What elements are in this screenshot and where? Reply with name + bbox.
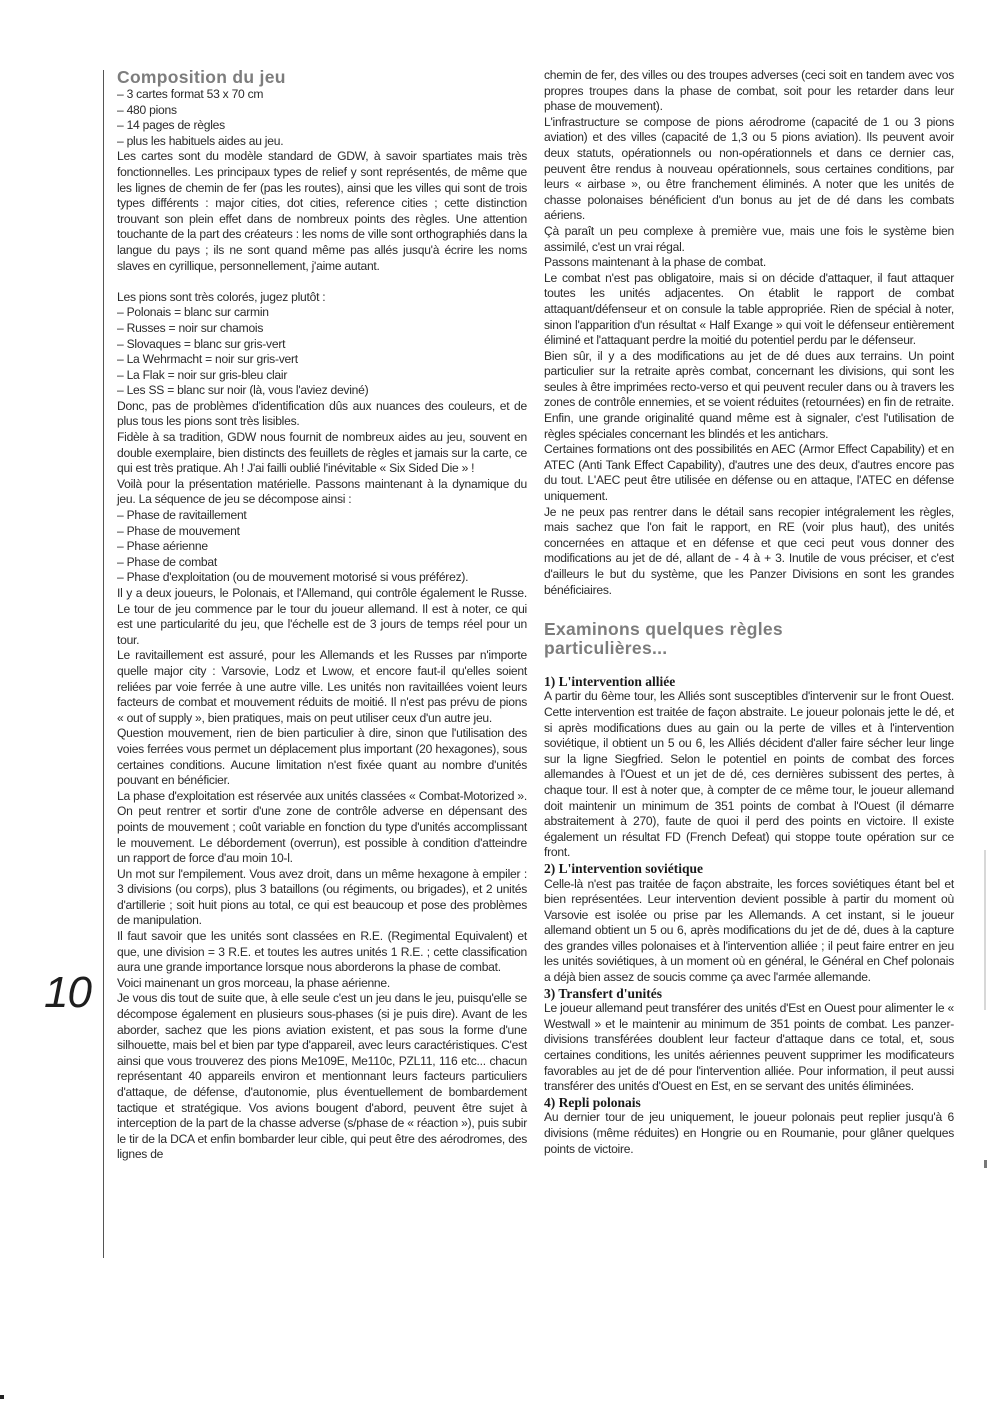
list-item: – Phase de ravitaillement	[117, 508, 247, 523]
list-item: – plus les habituels aides au jeu.	[117, 133, 284, 148]
scan-mark	[984, 850, 986, 1010]
paragraph: chemin de fer, des villes ou des troupes adverses (ceci soit en tandem avec vos propres troupes dans la phase de combat, soit pour les retarder dans leur phase de mouvement).	[544, 68, 954, 114]
list-item: – Phase d'exploitation (ou de mouvement motorisé si vous préférez).	[117, 570, 469, 585]
paragraph: A partir du 6ème tour, les Alliés sont susceptibles d'intervenir sur le front Ouest. Cette intervention est traitée de façon abstraite. Le joueur polonais jette le dé, et si après modifications dues au gain ou la perte de villes et à l'intervention soviétique, il obtient un 5 ou 6, les Alliés décident d'aller faire sécher leur linge sur la ligne Siegfried. Selon le potentiel en points de combat des forces allemandes à l'Ouest et un jet de dé, ces dernières subissent des pertes, à chaque tour. Il est à noter que, à compter de ce même tour, le joueur allemand doit maintenir un minimum de 351 points de combat à l'Ouest (il démarre abstraitement à 270), faute de quoi il perd des points en victoire. Il existe également un résultat FD (French Defeat) qui stoppe toute opération sur ce front.	[544, 689, 954, 860]
paragraph: Le ravitaillement est assuré, pour les Allemands et les Russes par n'importe quelle major city : Varsovie, Lodz et Lwow, et encore faut-il qu'elles soient reliées par voie ferrée à une autre ville. Les unités non ravitaillées voient leurs facteurs de combat et mouvement réduits de moitié. Il n'est pas prévu de pions « out of supply », bien pratiques, mais on peut utiliser ceux d'un autre jeu.	[117, 648, 527, 725]
paragraph: Le joueur allemand peut transférer des unités d'Est en Ouest pour alimenter le « Westwall » et le maintenir au minimum de 351 points de combat. Les panzer-divisions transférées doublent leur facteur d'attaque dans ce total, et, sous certaines conditions, les unités aériennes peuvent supprimer les modificateurs favorables au jet de dé pour l'intervention alliée. Pour information, il peut aussi transférer des unités d'Ouest en Est, en se servant des unités éliminées.	[544, 1001, 954, 1094]
paragraph: Il faut savoir que les unités sont classées en R.E. (Regimental Equivalent) et que, une division = 3 R.E. et toutes les autres unités 1 R.E. ; cette classification aura une grande importance lorsque nous aborderons la phase de combat.	[117, 929, 527, 975]
paragraph: Voici mainenant un gros morceau, la phase aérienne.	[117, 975, 390, 990]
list-item: – Phase de mouvement	[117, 523, 240, 538]
list-item: – 3 cartes format 53 x 70 cm	[117, 87, 264, 101]
paragraph: Voilà pour la présentation matérielle. Passons maintenant à la dynamique du jeu. La séquence de jeu se décompose ainsi :	[117, 476, 527, 507]
list-item: – Phase aérienne	[117, 539, 208, 554]
paragraph: Certaines formations ont des possibilités en AEC (Armor Effect Capability) et en ATEC (Anti Tank Effect Capability), d'autres une des deux, d'autres encore pas du tout. L'AEC peut être utilisée en défense ou en attaque, l'ATEC en défense uniquement.	[544, 442, 954, 504]
paragraph: Fidèle à sa tradition, GDW nous fournit de nombreux aides au jeu, souvent en double exemplaire, bien distincts des feuillets de règles et jamais sur la carte, ce qui est très pratique. Ah ! J'ai failli oublié l'inévitable « Six Sided Die » !	[117, 430, 527, 476]
paragraph: Bien sûr, il y a des modifications au jet de dé dues aux terrains. Un point particulier sur la retraite après combat, concernant les divisions, qui sont les seules à être imprimées recto-verso et qui peuvent reculer dans ou à travers les zones de contrôle ennemies, et se voient réduites (retournées) en fin de retraite. Enfin, une grande originalité quand même est à signaler, c'est l'utilisation de règles spéciales concernant les blindés et les antichars.	[544, 348, 954, 441]
scan-mark	[0, 1395, 4, 1399]
paragraph: Les cartes sont du modèle standard de GDW, à savoir spartiates mais très fonctionnelles. Les principaux types de relief y sont représentés, de même que les lignes de chemin de fer (pas les routes), ainsi que les villes qui sont de trois types différents : major cities, dot cities, reference cities ; cette distinction trouvant son plein effet dans de nombreux points des règles. Une attention touchante de la part des créateurs : les noms de ville sont orthographiés dans la langue du pays ; ils ne sont quand même pas allés jusqu'à écrire les noms slaves en cyrillique, personnellement, j'aime autant.	[117, 149, 527, 273]
rules-section-title	[544, 620, 954, 658]
list-item: – Russes = noir sur chamois	[117, 320, 264, 335]
left-column	[117, 68, 527, 1163]
list-item: – Les SS = blanc sur noir (là, vous l'aviez deviné)	[117, 383, 369, 398]
subsection-title: 3) Transfert d'unités	[544, 985, 662, 1001]
paragraph: Celle-là n'est pas traitée de façon abstraite, les forces soviétiques étant bel et bien représentées. Leur intervention devient possible à partir du moment où Varsovie est isolée ou prise par les Allemands. A cet instant, si le joueur allemand obtient un 5 ou 6, après modifications du jet de dé, dues à la capture des grandes villes polonaises et à l'intervention alliée ; il peut faire entrer en jeu les unités soviétiques, à un moment où en général, le Général en Chef polonais a déjà bien assez de soucis comme ça avec l'armée allemande.	[544, 876, 954, 985]
list-item: – 14 pages de règles	[117, 118, 225, 133]
list-item: – 480 pions	[117, 102, 177, 117]
list-item: – Slovaques = blanc sur gris-vert	[117, 336, 286, 351]
scan-mark	[984, 1160, 987, 1168]
list-item: – Phase de combat	[117, 554, 217, 569]
list-item: – La Wehrmacht = noir sur gris-vert	[117, 352, 298, 367]
paragraph: Passons maintenant à la phase de combat.	[544, 255, 766, 270]
right-column	[544, 68, 954, 1157]
paragraph: Donc, pas de problèmes d'identification dûs aux nuances des couleurs, et de plus tous les pions sont très lisibles.	[117, 398, 527, 429]
subsection-title: 4) Repli polonais	[544, 1094, 641, 1110]
rules-title-line-2: particulières...	[544, 638, 668, 659]
subsection-title: 2) L'intervention soviétique	[544, 860, 703, 876]
paragraph: Les pions sont très colorés, jugez plutôt :	[117, 289, 326, 304]
paragraph: L'infrastructure se compose de pions aérodrome (capacité de 1 ou 3 pions aviation) et des villes (capacité de 1,3 ou 5 pions aviation). Ils peuvent avoir deux statuts, opérationnels ou non-opérationnels et dans ce dernier cas, peuvent être rendus à nouveau opérationnels, sous certaines conditions, par leurs « airbase », ou être franchement éliminés. A noter que les unités de chasse polonaises bénéficient d'un bonus au jet de dé dans les combats aériens.	[544, 114, 954, 223]
paragraph: Le combat n'est pas obligatoire, mais si on décide d'attaquer, il faut attaquer toutes les unités adjacentes. On établit le rapport de combat attaquant/défenseur et on consule la table appropriée. Rien de spécial à noter, sinon l'apparition d'un résultat « Half Exange » qui voit le défenseur entièrement éliminé et l'attaquant perdre la moitié du potentiel perdu par le défenseur.	[544, 270, 954, 348]
subsection-title: 1) L'intervention alliée	[544, 673, 676, 689]
rules-title-line-1: Examinons quelques règles	[544, 619, 783, 640]
list-item: – La Flak = noir sur gris-bleu clair	[117, 367, 288, 382]
margin-rule	[103, 70, 104, 1258]
paragraph: Il y a deux joueurs, le Polonais, et l'Allemand, qui contrôle également le Russe. Le tour de jeu commence par le tour du joueur allemand. Il est à noter, ce qui est une particularité du jeu, que l'échelle est de 3 jours de temps réel pour un tour.	[117, 586, 527, 647]
paragraph: Un mot sur l'empilement. Vous avez droit, dans un même hexagone à empiler : 3 divisions (ou corps), plus 3 bataillons (ou régiments, ou brigades), et 2 unités d'artillerie ; soit huit pions au total, ce qui est beaucoup et pose des problèmes de manipulation.	[117, 866, 527, 928]
paragraph: Au dernier tour de jeu uniquement, le joueur polonais peut replier jusqu'à 6 divisions (même réduites) en Hongrie ou en Roumanie, pour glâner quelques points de victoire.	[544, 1110, 954, 1156]
paragraph: Je ne peux pas rentrer dans le détail sans recopier intégralement les règles, mais sachez que l'on fait le rapport, en RE (voir plus haut), des unités concernées en attaque et en défense et que ceci peut vous donner des modifications au jet de dé, allant de - 4 à + 3. Inutile de vous préciser, et c'est d'ailleurs le but du système, que les Panzer Divisions en sont les grandes bénéficiaires.	[544, 504, 954, 597]
paragraph: Je vous dis tout de suite que, à elle seule c'est un jeu dans le jeu, puisqu'elle se décompose également en plusieurs sous-phases (si je puis dire). Avant de les aborder, sachez que les pions aviation existent, et pas sous la forme d'une silhouette, mais bel et bien par type d'appareil, avec leurs caractéristiques. C'est ainsi que vous trouverez des pions Me109E, Me110c, PZL11, 116 etc... chacun représentant 40 appareils environ et mentionnant leurs facteurs particuliers d'attaque, de défense, d'autonomie, plus éventuellement de bombardement tactique et stratégique. Vos avions bougent d'abord, peuvent être sujet à interception de la part de la chasse adverse (s/phase de « réaction »), puis subir le tir de la DCA et enfin bombarder leur cible, qui peut être des aérodromes, des lignes de	[117, 991, 527, 1162]
list-item: – Polonais = blanc sur carmin	[117, 305, 269, 320]
page-number: 10	[44, 968, 91, 1017]
paragraph: Çà paraît un peu complexe à première vue, mais une fois le système bien assimilé, c'est un vrai régal.	[544, 223, 954, 254]
composition-title: Composition du jeu	[117, 67, 286, 87]
paragraph: Question mouvement, rien de bien particulier à dire, sinon que l'utilisation des voies ferrées vous permet un déplacement plus important (20 hexagones), sous certaines conditions. Aucune limitation n'est fixée quant au nombre d'unités pouvant en bénéficier.	[117, 726, 527, 788]
paragraph: La phase d'exploitation est réservée aux unités classées « Combat-Motorized ». On peut rentrer et sortir d'une zone de contrôle adverse en dépensant des points de mouvement ; coût variable en fonction du type d'unités accomplissant le mouvement. Le débordement (overrun), est possible à condition d'atteindre un rapport de force d'au moin 10-l.	[117, 788, 527, 866]
